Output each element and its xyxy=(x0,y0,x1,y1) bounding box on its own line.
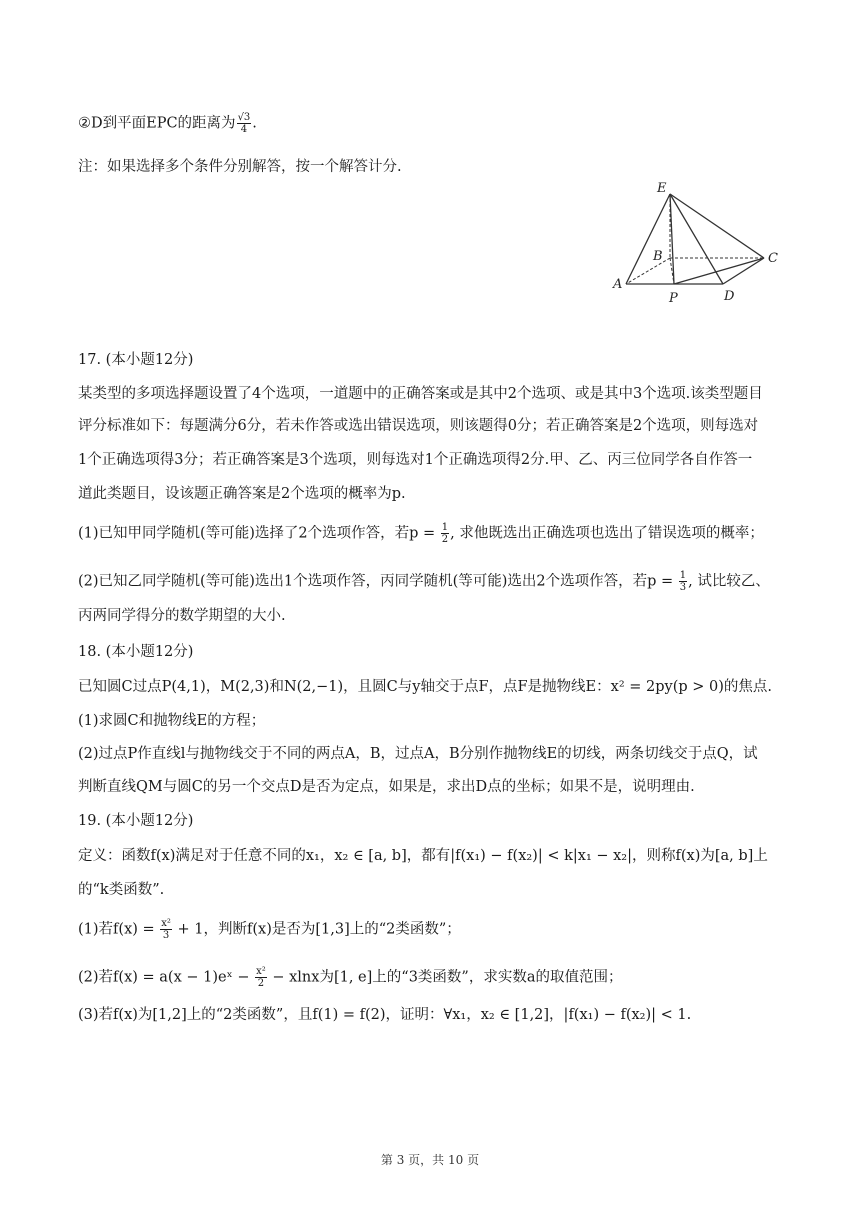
label-A: A xyxy=(613,277,623,292)
q19-line2: 的“k类函数”. xyxy=(78,882,165,898)
q18-sub1: (1)求圆C和抛物线E的方程； xyxy=(78,713,266,729)
page-footer: 第 3 页，共 10 页 xyxy=(380,1153,480,1167)
label-D: D xyxy=(724,289,735,304)
q19-sub2: (2)若f(x) = a(x − 1)eˣ − $\frac{\text{x²}}{2}$ − xlnx为[1, e]上的“3类函数”，求实数a的取值范围； xyxy=(78,966,623,989)
fraction-numerator: √3 xyxy=(237,112,251,123)
condition-2: ②D到平面EPC的距离为 $\frac{√3}{4}$ . xyxy=(78,112,257,135)
q17-sub2-cont: 丙两同学得分的数学期望的大小. xyxy=(78,608,286,624)
note: 注：如果选择多个条件分别解答，按一个解答计分. xyxy=(78,159,402,175)
condition-2-text: D到平面EPC的距离为 xyxy=(91,115,236,132)
edge-PC xyxy=(674,258,764,284)
condition-2-marker: ② xyxy=(78,115,91,132)
q17-sub2: (2)已知乙同学随机(等可能)选出1个选项作答，丙同学随机(等可能)选出2个选项作答，若p = $\frac{1}{3}$ , 试比较乙、 xyxy=(78,570,770,593)
q18-sub2: (2)过点P作直线l与抛物线交于不同的两点A，B，过点A，B分别作抛物线E的切线，两条切线交于点Q，试 xyxy=(78,746,758,762)
edge-EC xyxy=(670,194,764,258)
label-B: B xyxy=(653,249,663,264)
q17-line2: 评分标准如下：每题满分6分，若未作答或选出错误选项，则该题得0分；若正确答案是2个选项，则每选对 xyxy=(78,418,759,434)
pyramid-figure xyxy=(606,178,786,308)
label-P: P xyxy=(669,291,678,306)
q18-sub2-cont: 判断直线QM与圆C的另一个交点D是否为定点，如果是，求出D点的坐标；如果不是，说明理由. xyxy=(78,779,695,795)
x2-over-2: $\frac{\text{x²}}{2}$ xyxy=(256,966,266,989)
p-one-half: $\frac{1}{2}$ xyxy=(441,522,449,545)
fraction-denominator: 4 xyxy=(240,124,248,135)
q17-line1: 某类型的多项选择题设置了4个选项，一道题中的正确答案或是其中2个选项、或是其中3个选项.该类型题目 xyxy=(78,386,763,402)
q17-line3: 1个正确选项得3分；若正确答案是3个选项，则每选对1个正确选项得2分.甲、乙、丙三位同学各自作答一 xyxy=(78,452,753,468)
q18-header: 18. (本小题12分) xyxy=(78,644,194,660)
q18-line1: 已知圆C过点P(4,1)，M(2,3)和N(2,−1)，且圆C与y轴交于点F，点F是抛物线E：x² = 2py(p > 0)的焦点. xyxy=(78,679,773,695)
q17-header: 17. (本小题12分) xyxy=(78,352,194,368)
q19-line1: 定义：函数f(x)满足对于任意不同的x₁，x₂ ∈ [a, b]，都有|f(x₁) − f(x₂)| < k|x₁ − x₂|，则称f(x)为[a, b]上 xyxy=(78,848,768,864)
edge-DC xyxy=(723,258,764,284)
edge-ED xyxy=(670,194,723,284)
q17-sub1: (1)已知甲同学随机(等可能)选择了2个选项作答，若p = $\frac{1}{2}$ , 求他既选出正确选项也选出了错误选项的概率； xyxy=(78,522,764,545)
q19-sub3: (3)若f(x)为[1,2]上的“2类函数”，且f(1) = f(2)，证明：∀x₁，x₂ ∈ [1,2]，|f(x₁) − f(x₂)| < 1. xyxy=(78,1007,692,1023)
sqrt3-over-4 xyxy=(237,112,252,135)
q17-line4: 道此类题目，设该题正确答案是2个选项的概率为p. xyxy=(78,486,406,502)
label-C: C xyxy=(768,251,778,266)
q19-header: 19. (本小题12分) xyxy=(78,813,194,829)
x2-over-3: $\frac{\text{x²}}{3}$ xyxy=(161,918,171,941)
p-one-third: $\frac{1}{3}$ xyxy=(679,570,687,593)
label-E: E xyxy=(657,181,667,196)
q19-sub1: (1)若f(x) = $\frac{\text{x²}}{3}$ + 1，判断f(x)是否为[1,3]上的“2类函数”； xyxy=(78,918,461,941)
